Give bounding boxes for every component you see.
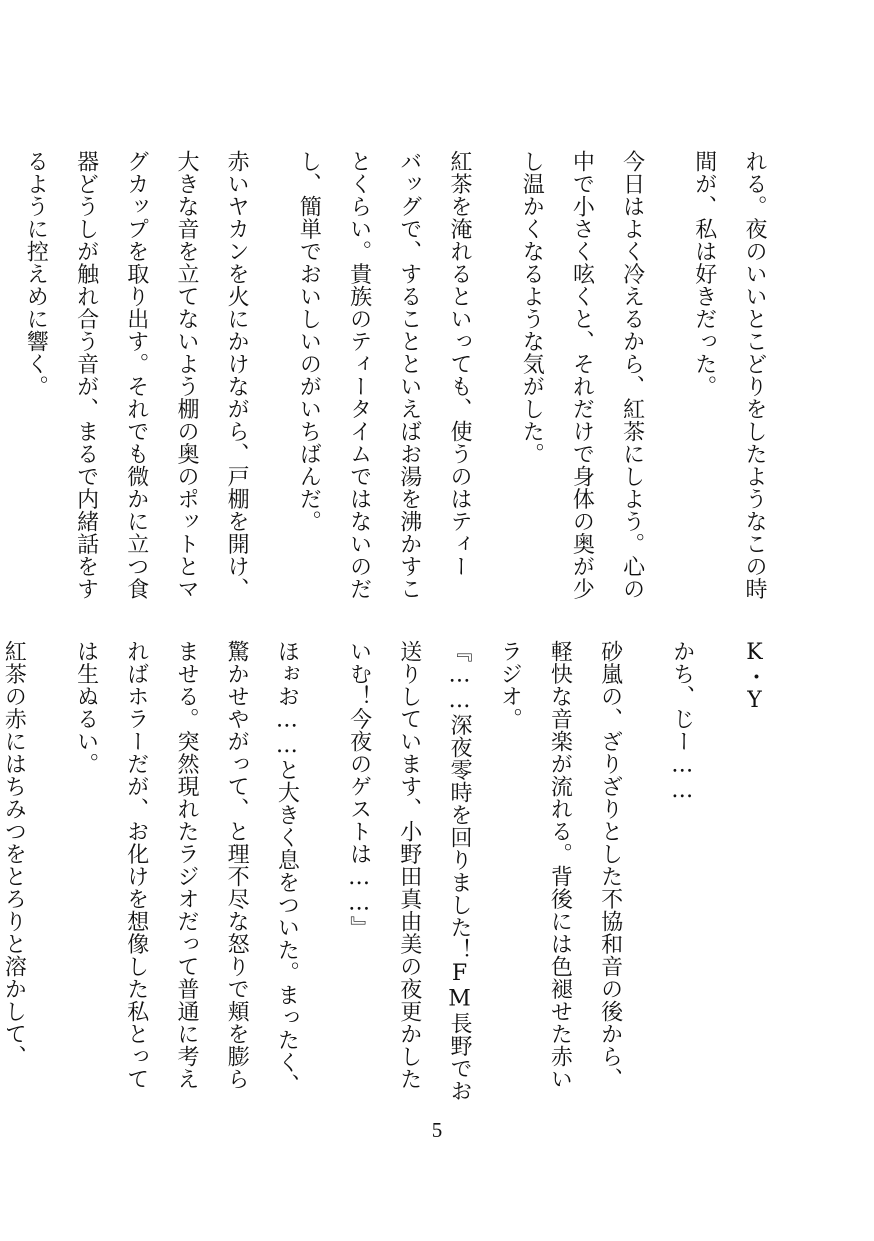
text-line: 赤いヤカンを火にかけながら、戸棚を開け、 (224, 150, 250, 600)
text-line: 送りしています、小野田真由美の夜更かした (396, 640, 422, 1090)
text-line: れる。夜のいいとこどりをしたようなこの時 (742, 150, 767, 600)
text-line: し温かくなるような気がした。 (519, 150, 545, 465)
text-line: るように控えめに響く。 (23, 150, 49, 398)
text-line: 紅茶の赤にはちみつをとろりと溶かして、 (1, 640, 27, 1068)
top-text-tier (23, 150, 779, 612)
text-line: 砂嵐の、ざりざりとした不協和音の後から、 (597, 640, 623, 1090)
text-line: ませる。突然現れたラジオだって普通に考え (173, 640, 199, 1090)
text-line: ほぉお……と大きく息をついた。まったく、 (274, 640, 300, 1096)
text-line: 紅茶を淹れるといっても、使うのはティー (446, 150, 472, 578)
text-line: 間が、私は好きだった。 (691, 150, 717, 398)
page-number: 5 (431, 1118, 443, 1142)
bottom-text-tier (1, 640, 779, 1102)
text-line: し、簡単でおいしいのがいちばんだ。 (296, 150, 322, 533)
text-line: は生ぬるい。 (73, 640, 99, 775)
text-line: とくらい。貴族のティータイムではないのだ (346, 150, 372, 600)
text-line: 今日はよく冷えるから、紅茶にしよう。心の (619, 150, 645, 600)
text-line: いむ！今夜のゲストは……』 (346, 640, 372, 939)
text-line: 驚かせやがって、と理不尽な怒りで頬を膨ら (224, 640, 250, 1090)
text-line: 器どうしが触れ合う音が、まるで内緒話をす (73, 150, 99, 600)
text-line: かち、じー…… (669, 640, 695, 804)
text-line: ラジオ。 (497, 640, 523, 730)
text-line: ればホラーだが、お化けを想像した私とって (123, 640, 149, 1090)
text-line: 中で小さく呟くと、それだけで身体の奥が少 (569, 150, 595, 600)
text-line: バッグで、することといえばお湯を沸かすこ (396, 150, 422, 600)
text-line: 大きな音を立てないよう棚の奥のポットとマ (173, 150, 199, 600)
text-line: 軽快な音楽が流れる。背後には色褪せた赤い (547, 640, 573, 1090)
text-line: グカップを取り出す。それでも微かに立つ食 (123, 150, 149, 600)
text-line: K・Y (742, 640, 767, 714)
text-line: 『……深夜零時を回りました！FM長野でお (446, 640, 472, 1102)
text-line (0, 150, 10, 612)
